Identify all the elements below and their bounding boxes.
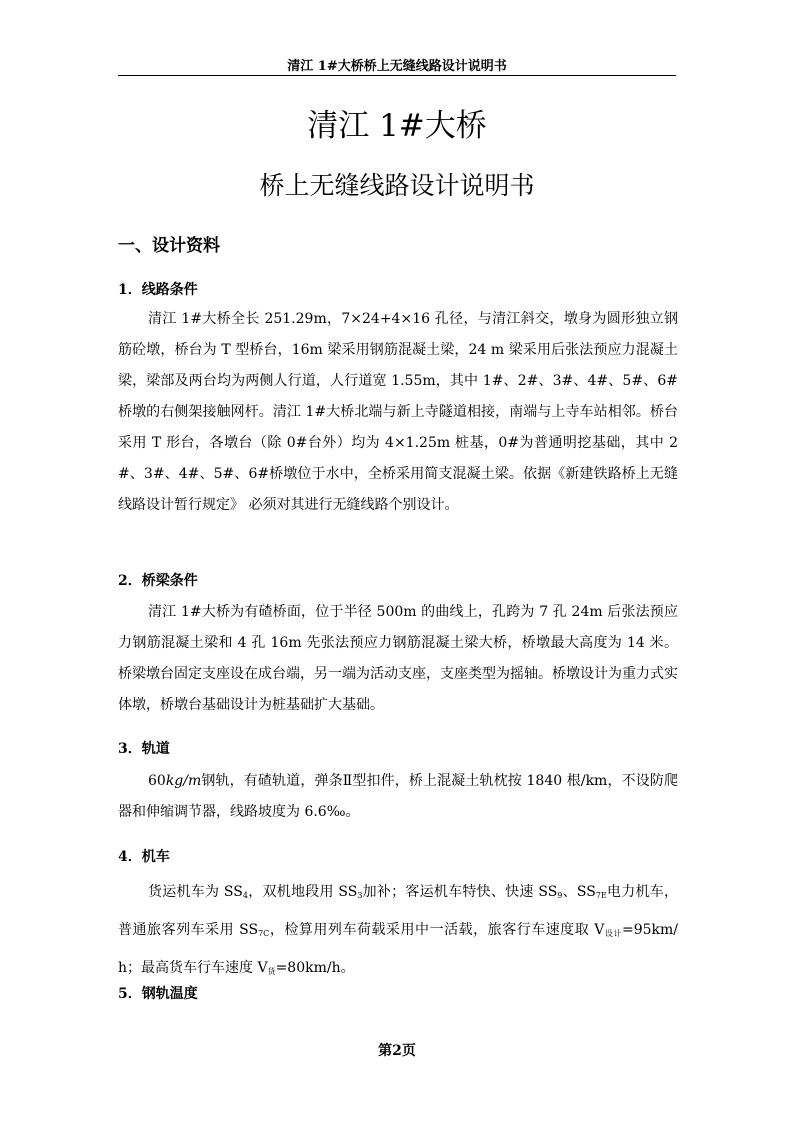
- loco-text-f: ，检算用列车荷载采用中一活载，旅客行车速度取 V: [269, 922, 605, 938]
- rail-weight-unit: kg/m: [165, 773, 202, 789]
- loco-sub-f: 设计: [604, 929, 622, 938]
- document-subtitle: 桥上无缝线路设计说明书: [259, 171, 535, 200]
- paragraph-line-conditions: 清江 1#大桥全长 251.29m，7×24+4×16 孔径，与清江斜交，墩身为圆形独立钢筋砼墩，桥台为 T 型桥台，16m 梁采用钢筋混凝土梁，24 m 梁采用后张法预应力混凝土梁，梁部及两台均为两侧人行道，人行道宽 1.55m，其中 1#、2#、3#、4#、5#、6#桥墩的右侧架接触网杆。清江 1#大桥北端与新上寺隧道相接，南端与上寺车站相邻。桥台采用 T 形台，各墩台（除 0#台外）均为 4×1.25m 桩基，0#为普通明挖基础，其中 2#、3#、4#、5#、6#桥墩位于水中，全桥采用简支混凝土梁。依据《新建铁路桥上无缝线路设计暂行规定》 必须对其进行无缝线路个别设计。: [118, 311, 678, 513]
- subsection-heading-bridge-conditions: 2．桥梁条件: [118, 573, 198, 589]
- loco-sub-g: 货: [267, 967, 276, 976]
- running-header: 清江 1#大桥桥上无缝线路设计说明书: [287, 59, 507, 74]
- paragraph-bridge-conditions: 清江 1#大桥为有碴桥面，位于半径 500m 的曲线上，孔跨为 7 孔 24m 后张法预应力钢筋混凝土梁和 4 孔 16m 先张法预应力钢筋混凝土梁大桥，桥墩最大高度为 14 米。桥梁墩台固定支座设在成台端，另一端为活动支座，支座类型为摇轴。桥墩设计为重力式实体墩，桥墩台基础设计为桩基础扩大基础。: [118, 604, 678, 713]
- loco-sub-a: 4: [242, 891, 248, 900]
- loco-text-e: 电力机车，普通旅客列车采用 SS: [118, 884, 679, 938]
- loco-text-a: 货运机车为 SS: [148, 884, 243, 900]
- page-number: 第2页: [378, 1043, 416, 1059]
- loco-text-h: =80km/h。: [275, 960, 355, 976]
- loco-text-b: ，双机地段用 SS: [247, 884, 358, 900]
- subsection-heading-locomotive: 4．机车: [118, 849, 170, 865]
- header-divider: [118, 75, 676, 76]
- subsection-heading-rail-temperature: 5．钢轨温度: [118, 986, 198, 1002]
- document-title: 清江 1#大桥: [307, 108, 487, 144]
- paragraph-locomotive: [118, 873, 678, 987]
- loco-sub-e: 7C: [258, 929, 270, 938]
- paragraph-track: [118, 766, 678, 828]
- section-heading-design-data: 一、设计资料: [118, 236, 220, 256]
- rail-weight-value: 60: [148, 773, 166, 789]
- track-text: 钢轨，有碴轨道，弹条Ⅱ型扣件，桥上混凝土轨枕按 1840 根/km，不设防爬器和伸缩调节器，线路坡度为 6.6‰。: [118, 773, 678, 820]
- subsection-heading-line-conditions: 1．线路条件: [118, 282, 198, 298]
- loco-text-c: 加补；客运机车特快、快速 SS: [362, 884, 558, 900]
- loco-text-g: =95km/h；最高货车行车速度 V: [118, 922, 679, 976]
- loco-sub-c: 9: [557, 891, 563, 900]
- loco-text-d: 、SS: [562, 884, 596, 900]
- loco-sub-d: 7E: [595, 891, 607, 900]
- loco-sub-b: 3: [357, 891, 363, 900]
- subsection-heading-track: 3．轨道: [118, 741, 170, 757]
